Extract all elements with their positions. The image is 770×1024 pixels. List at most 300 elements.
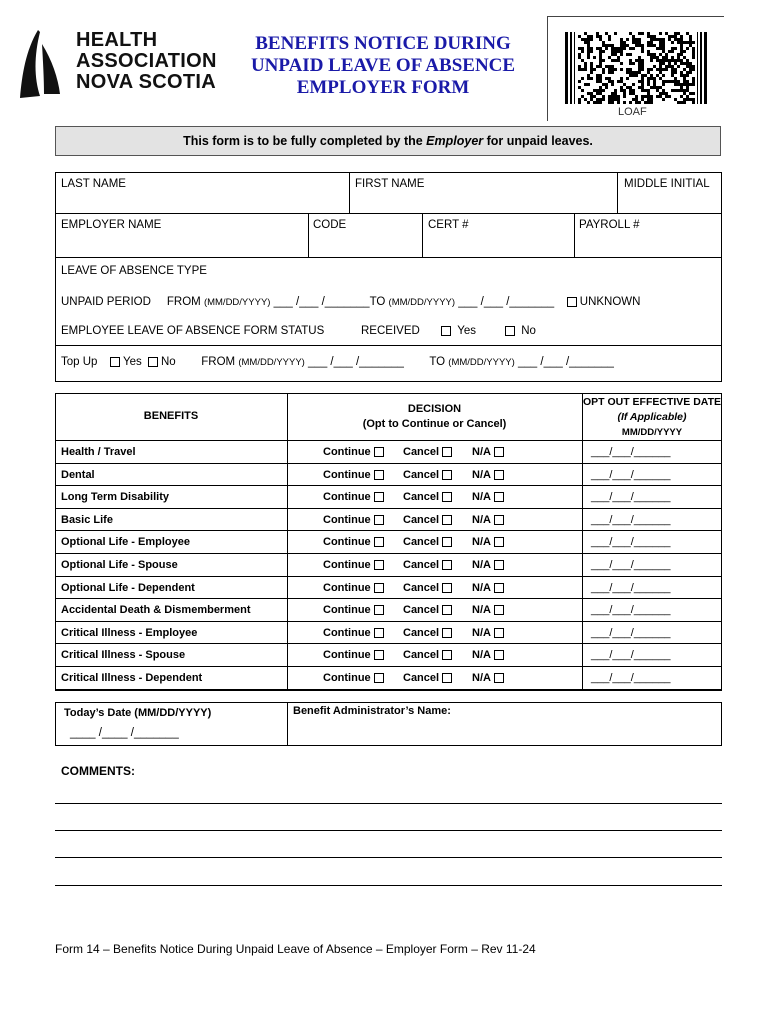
barcode-module (602, 41, 605, 44)
barcode-module (596, 80, 599, 83)
barcode-module (650, 101, 653, 104)
table-row (55, 531, 722, 554)
barcode-module (674, 32, 677, 35)
barcode-module (689, 83, 692, 86)
cert-field[interactable]: CERT # (428, 219, 469, 231)
barcode-module (653, 65, 656, 68)
comment-line[interactable] (55, 885, 722, 886)
barcode-module (671, 65, 674, 68)
barcode-module (689, 92, 692, 95)
barcode-module (653, 38, 656, 41)
optout-date-input[interactable]: ___/___/______ (591, 513, 671, 526)
cancel-option[interactable]: Cancel (403, 667, 455, 690)
barcode-module (635, 98, 638, 101)
cancel-checkbox[interactable] (442, 605, 452, 615)
barcode-module (605, 86, 608, 89)
cancel-option[interactable]: Cancel (403, 509, 455, 532)
barcode-module (620, 80, 623, 83)
todays-date-input[interactable]: ____ /____ /_______ (70, 727, 179, 739)
optout-date-input[interactable]: ___/___/______ (591, 581, 671, 594)
na-checkbox[interactable] (494, 537, 504, 547)
continue-checkbox[interactable] (374, 447, 384, 457)
na-checkbox[interactable] (494, 492, 504, 502)
barcode-module (623, 44, 626, 47)
barcode-module (641, 89, 644, 92)
benefit-name: Health / Travel (61, 446, 136, 458)
barcode-module (596, 98, 599, 101)
continue-checkbox[interactable] (374, 537, 384, 547)
barcode-module (686, 89, 689, 92)
na-checkbox[interactable] (494, 583, 504, 593)
barcode-module (674, 38, 677, 41)
na-option[interactable]: N/A (472, 441, 507, 464)
barcode-module (641, 95, 644, 98)
cancel-option[interactable]: Cancel (403, 644, 455, 667)
barcode-module (593, 101, 596, 104)
optout-date-input[interactable]: ___/___/______ (591, 649, 671, 662)
barcode-module (587, 38, 590, 41)
barcode-module (608, 44, 611, 47)
benefit-name: Optional Life - Dependent (61, 581, 195, 594)
unknown-checkbox[interactable] (567, 297, 577, 307)
continue-checkbox[interactable] (374, 583, 384, 593)
barcode-module (623, 95, 626, 98)
barcode-module (671, 47, 674, 50)
optout-date-input[interactable]: ___/___/______ (591, 491, 671, 504)
barcode-module (641, 80, 644, 83)
barcode-module (611, 68, 614, 71)
barcode-module (611, 80, 614, 83)
barcode-module (623, 41, 626, 44)
barcode-module (662, 80, 665, 83)
table-row (55, 441, 722, 464)
barcode-module (641, 65, 644, 68)
middle-initial-field[interactable]: MIDDLE INITIAL (624, 178, 710, 190)
barcode-module (662, 41, 665, 44)
barcode-module (614, 47, 617, 50)
barcode-module (680, 89, 683, 92)
continue-option[interactable]: Continue (323, 622, 387, 645)
barcode-module (596, 101, 599, 104)
na-option[interactable]: N/A (472, 599, 507, 622)
barcode-module (611, 44, 614, 47)
barcode-module (605, 32, 608, 35)
received-yes-checkbox[interactable] (441, 326, 451, 336)
continue-checkbox[interactable] (374, 470, 384, 480)
barcode-module (602, 50, 605, 53)
barcode-module (674, 83, 677, 86)
barcode-module (635, 74, 638, 77)
barcode-module (677, 89, 680, 92)
barcode-module (590, 35, 593, 38)
continue-checkbox[interactable] (374, 605, 384, 615)
barcode-module (659, 59, 662, 62)
barcode-module (620, 44, 623, 47)
barcode-module (680, 47, 683, 50)
barcode-module (620, 53, 623, 56)
barcode-module (677, 53, 680, 56)
barcode-module (674, 71, 677, 74)
barcode-module (638, 41, 641, 44)
barcode-module (608, 77, 611, 80)
barcode-module (656, 38, 659, 41)
barcode-module (611, 65, 614, 68)
barcode-module (578, 101, 581, 104)
cancel-option[interactable]: Cancel (403, 464, 455, 487)
barcode-module (623, 83, 626, 86)
barcode-module (614, 89, 617, 92)
barcode-module (617, 56, 620, 59)
barcode-module (638, 56, 641, 59)
barcode-module (665, 95, 668, 98)
title-line-2: UNPAID LEAVE OF ABSENCE (250, 55, 516, 76)
barcode-module (626, 86, 629, 89)
optout-date-input[interactable]: ___/___/______ (591, 536, 671, 549)
cancel-checkbox[interactable] (442, 583, 452, 593)
comment-line[interactable] (55, 830, 722, 831)
na-option[interactable]: N/A (472, 486, 507, 509)
continue-checkbox[interactable] (374, 650, 384, 660)
barcode-module (638, 62, 641, 65)
cancel-checkbox[interactable] (442, 650, 452, 660)
barcode-module (674, 35, 677, 38)
barcode-module (671, 35, 674, 38)
barcode-module (662, 68, 665, 71)
barcode-module (587, 53, 590, 56)
barcode-module (629, 68, 632, 71)
barcode-module (674, 47, 677, 50)
barcode-module (665, 92, 668, 95)
na-checkbox[interactable] (494, 673, 504, 683)
na-option[interactable]: N/A (472, 622, 507, 645)
barcode-module (665, 80, 668, 83)
first-name-field[interactable]: FIRST NAME (355, 178, 425, 190)
cancel-checkbox[interactable] (442, 673, 452, 683)
benefit-name: Accidental Death & Dismemberment (61, 604, 251, 617)
barcode-module (674, 89, 677, 92)
cancel-option[interactable]: Cancel (403, 441, 455, 464)
admin-name-field[interactable]: Benefit Administrator’s Name: (293, 705, 451, 717)
continue-option[interactable]: Continue (323, 531, 387, 554)
barcode-module (593, 68, 596, 71)
received-no-checkbox[interactable] (505, 326, 515, 336)
optout-date-input[interactable]: ___/___/______ (591, 468, 671, 481)
topup-to-input[interactable]: ___ /___ /_______ (518, 356, 614, 368)
barcode-module (647, 95, 650, 98)
barcode-module (584, 65, 587, 68)
benefit-name: Critical Illness - Employee (61, 626, 198, 639)
barcode-module (599, 98, 602, 101)
barcode-module (599, 59, 602, 62)
barcode-module (578, 65, 581, 68)
barcode-module (641, 62, 644, 65)
barcode-module (650, 95, 653, 98)
barcode-module (671, 41, 674, 44)
continue-checkbox[interactable] (374, 673, 384, 683)
na-checkbox[interactable] (494, 628, 504, 638)
employer-name-field[interactable]: EMPLOYER NAME (61, 219, 162, 231)
barcode-module (689, 62, 692, 65)
barcode-module (668, 35, 671, 38)
barcode-module (611, 92, 614, 95)
topup-no-checkbox[interactable] (148, 357, 158, 367)
barcode-module (602, 83, 605, 86)
barcode-module (656, 59, 659, 62)
comment-line[interactable] (55, 803, 722, 804)
continue-checkbox[interactable] (374, 560, 384, 570)
barcode-module (689, 41, 692, 44)
barcode-module (590, 92, 593, 95)
continue-option[interactable]: Continue (323, 644, 387, 667)
cancel-checkbox[interactable] (442, 537, 452, 547)
barcode-module (590, 77, 593, 80)
barcode-module (692, 68, 695, 71)
barcode-bar (697, 32, 698, 104)
barcode-module (668, 38, 671, 41)
payroll-field[interactable]: PAYROLL # (579, 219, 640, 231)
optout-date-input[interactable]: ___/___/______ (591, 604, 671, 617)
cancel-option[interactable]: Cancel (403, 554, 455, 577)
barcode-module (686, 62, 689, 65)
title-line-1: BENEFITS NOTICE DURING (255, 33, 511, 54)
barcode-module (638, 38, 641, 41)
barcode-module (689, 38, 692, 41)
continue-option[interactable]: Continue (323, 441, 387, 464)
barcode-module (683, 50, 686, 53)
na-checkbox[interactable] (494, 447, 504, 457)
barcode-module (647, 98, 650, 101)
barcode-module (662, 92, 665, 95)
barcode-module (668, 50, 671, 53)
barcode-module (623, 92, 626, 95)
continue-option[interactable]: Continue (323, 599, 387, 622)
barcode-module (665, 59, 668, 62)
cancel-checkbox[interactable] (442, 470, 452, 480)
na-checkbox[interactable] (494, 650, 504, 660)
barcode-module (629, 89, 632, 92)
barcode-module (611, 71, 614, 74)
barcode-bar (574, 32, 575, 104)
barcode-module (665, 53, 668, 56)
decision-header: DECISION (Opt to Continue or Cancel) (362, 403, 507, 430)
barcode-module (638, 86, 641, 89)
barcode-module (587, 44, 590, 47)
cancel-checkbox[interactable] (442, 515, 452, 525)
barcode-module (659, 92, 662, 95)
barcode-module (584, 68, 587, 71)
barcode-module (686, 86, 689, 89)
cancel-checkbox[interactable] (442, 447, 452, 457)
barcode-module (680, 44, 683, 47)
barcode-module (662, 62, 665, 65)
barcode-module (671, 68, 674, 71)
barcode-module (692, 53, 695, 56)
barcode-module (596, 47, 599, 50)
barcode-module (659, 71, 662, 74)
barcode-module (608, 56, 611, 59)
barcode-module (689, 68, 692, 71)
barcode-module (599, 80, 602, 83)
barcode-module (578, 56, 581, 59)
benefit-name: Dental (61, 468, 95, 481)
instruction-banner: This form is to be fully completed by the Employer for unpaid leaves. (55, 126, 721, 156)
barcode-module (656, 86, 659, 89)
cancel-option[interactable]: Cancel (403, 622, 455, 645)
logo-line-1: HEALTH (76, 29, 158, 51)
barcode-module (629, 101, 632, 104)
barcode-module (608, 68, 611, 71)
na-option[interactable]: N/A (472, 464, 507, 487)
barcode-module (614, 98, 617, 101)
cancel-checkbox[interactable] (442, 492, 452, 502)
barcode-module (668, 80, 671, 83)
barcode-module (599, 101, 602, 104)
topup-from-input[interactable]: ___ /___ /_______ (308, 356, 404, 368)
barcode-module (662, 74, 665, 77)
barcode-module (683, 62, 686, 65)
barcode-module (590, 98, 593, 101)
cancel-option[interactable]: Cancel (403, 599, 455, 622)
na-option[interactable]: N/A (472, 577, 507, 600)
barcode-module (602, 71, 605, 74)
received-yes-option[interactable]: Yes (438, 324, 476, 338)
barcode-module (653, 83, 656, 86)
barcode-module (620, 47, 623, 50)
continue-checkbox[interactable] (374, 628, 384, 638)
na-option[interactable]: N/A (472, 554, 507, 577)
table-row (55, 554, 722, 577)
barcode-module (677, 38, 680, 41)
barcode-module (677, 83, 680, 86)
barcode-module (617, 98, 620, 101)
barcode-module (590, 68, 593, 71)
na-checkbox[interactable] (494, 515, 504, 525)
na-checkbox[interactable] (494, 560, 504, 570)
barcode-module (590, 62, 593, 65)
na-option[interactable]: N/A (472, 644, 507, 667)
barcode-module (653, 44, 656, 47)
to-date-input[interactable]: ___ /___ /_______ (458, 296, 555, 308)
continue-option[interactable]: Continue (323, 486, 387, 509)
na-option[interactable]: N/A (472, 531, 507, 554)
barcode-module (617, 50, 620, 53)
barcode-module (692, 80, 695, 83)
barcode-module (641, 44, 644, 47)
barcode-module (647, 68, 650, 71)
barcode-module (629, 53, 632, 56)
continue-option[interactable]: Continue (323, 554, 387, 577)
barcode-module (662, 44, 665, 47)
barcode-module (674, 59, 677, 62)
barcode-module (599, 35, 602, 38)
continue-option[interactable]: Continue (323, 667, 387, 690)
barcode-module (587, 35, 590, 38)
barcode-module (578, 98, 581, 101)
na-option[interactable]: N/A (472, 667, 507, 690)
barcode-module (647, 35, 650, 38)
barcode-module (626, 68, 629, 71)
code-field[interactable]: CODE (313, 219, 347, 231)
na-option[interactable]: N/A (472, 509, 507, 532)
barcode-module (692, 50, 695, 53)
cancel-checkbox[interactable] (442, 560, 452, 570)
topup-yes-checkbox[interactable] (110, 357, 120, 367)
barcode-module (614, 95, 617, 98)
barcode-module (680, 95, 683, 98)
barcode-module (593, 89, 596, 92)
barcode-module (689, 44, 692, 47)
barcode-module (602, 44, 605, 47)
barcode-module (683, 98, 686, 101)
optout-date-input[interactable]: ___/___/______ (591, 559, 671, 571)
barcode-module (590, 50, 593, 53)
cancel-option[interactable]: Cancel (403, 486, 455, 509)
optout-date-input[interactable]: ___/___/______ (591, 626, 671, 639)
from-date-input[interactable]: ___ /___ /_______ (273, 296, 370, 308)
continue-checkbox[interactable] (374, 492, 384, 502)
last-name-field[interactable]: LAST NAME (61, 178, 126, 190)
barcode-module (590, 47, 593, 50)
barcode-module (647, 83, 650, 86)
barcode-module (587, 92, 590, 95)
continue-option[interactable]: Continue (323, 464, 387, 487)
barcode-module (677, 101, 680, 104)
barcode-bar (704, 32, 707, 104)
barcode-module (656, 95, 659, 98)
received-no-option[interactable]: No (502, 324, 536, 338)
barcode-module (581, 59, 584, 62)
barcode-module (683, 74, 686, 77)
table-row (55, 464, 722, 487)
barcode-module (653, 86, 656, 89)
barcode-module (638, 68, 641, 71)
barcode-module (632, 74, 635, 77)
comment-line[interactable] (55, 857, 722, 858)
na-checkbox[interactable] (494, 605, 504, 615)
barcode-module (692, 83, 695, 86)
barcode-module (632, 47, 635, 50)
na-checkbox[interactable] (494, 470, 504, 480)
barcode-module (659, 95, 662, 98)
barcode-module (671, 74, 674, 77)
optout-date-input[interactable]: ___/___/______ (591, 672, 671, 684)
cancel-option[interactable]: Cancel (403, 531, 455, 554)
barcode-module (686, 74, 689, 77)
barcode-module (605, 65, 608, 68)
barcode-module (581, 95, 584, 98)
barcode-module (659, 44, 662, 47)
barcode-module (680, 41, 683, 44)
barcode-module (638, 101, 641, 104)
barcode-module (608, 101, 611, 104)
barcode-module (599, 92, 602, 95)
cancel-checkbox[interactable] (442, 628, 452, 638)
benefit-name: Long Term Disability (61, 491, 169, 504)
continue-option[interactable]: Continue (323, 509, 387, 532)
optout-date-input[interactable]: ___/___/______ (591, 446, 671, 458)
barcode-module (581, 68, 584, 71)
barcode-module (617, 101, 620, 104)
barcode-module (635, 59, 638, 62)
continue-option[interactable]: Continue (323, 577, 387, 600)
barcode-module (590, 38, 593, 41)
barcode-module (653, 77, 656, 80)
barcode-module (665, 32, 668, 35)
cancel-option[interactable]: Cancel (403, 577, 455, 600)
barcode-module (650, 86, 653, 89)
barcode-module (656, 68, 659, 71)
continue-checkbox[interactable] (374, 515, 384, 525)
